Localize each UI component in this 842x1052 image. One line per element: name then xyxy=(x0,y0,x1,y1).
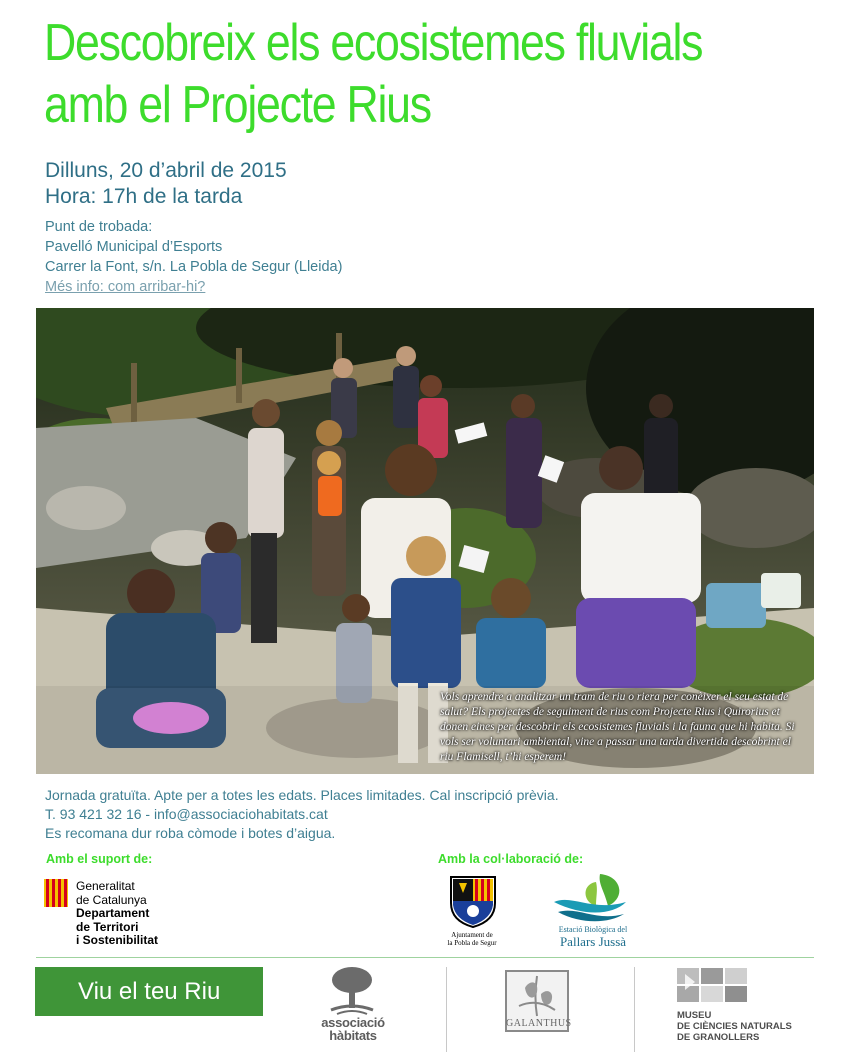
museu-logo-text xyxy=(677,1010,792,1043)
museu-line-1: MUSEU xyxy=(677,1010,712,1021)
habitats-tree-icon xyxy=(327,966,377,1016)
generalitat-flag-icon xyxy=(44,879,68,907)
gencat-line-1: Generalitat xyxy=(76,879,135,893)
poster-title xyxy=(44,12,723,136)
gencat-line-2: de Catalunya xyxy=(76,892,147,907)
meeting-address: Carrer la Font, s/n. La Pobla de Segur (Lleida) xyxy=(45,259,343,275)
footer-separator-1 xyxy=(446,967,447,1052)
info-line-clothing: Es recomana dur roba còmode i botes d’aigua. xyxy=(45,825,336,841)
pobla-de-segur-logo-text xyxy=(437,931,507,947)
museu-line-2: DE CIÈNCIES NATURALS xyxy=(677,1021,792,1032)
info-line-contact: T. 93 421 32 16 - info@associaciohabitats.cat xyxy=(45,806,328,822)
support-label: Amb el suport de: xyxy=(46,852,153,866)
info-line-free: Jornada gratuïta. Apte per a totes les edats. Places limitades. Cal inscripció prèvia. xyxy=(45,787,559,803)
generalitat-logo-text xyxy=(76,880,158,948)
photo-caption: Vols aprendre a analitzar un tram de riu o riera per conèixer el seu estat de salut? Els projectes de seguiment de rius com Projecte Rius i Quirorius et donen eines per descobrir els ecosistemes fluvials i la fauna que hi habita. Si vols ser voluntari ambiental, vine a passar una tarda divertida descobrint el riu Flamisell, t’hi esperem! xyxy=(440,691,795,763)
collaboration-label: Amb la col·laboració de: xyxy=(438,852,584,866)
galanthus-logo-text: GALANTHUS xyxy=(506,1018,572,1029)
estacio-biologica-logo-text xyxy=(548,925,638,949)
gencat-dept-line-2: de Territori xyxy=(76,919,139,934)
event-date: Dilluns, 20 d’abril de 2015 xyxy=(45,159,287,182)
footer-separator-2 xyxy=(634,967,635,1052)
footer-divider xyxy=(36,957,814,958)
title-line-1: Descobreix els ecosistemes fluvials xyxy=(44,14,703,72)
museu-ciencies-naturals-icon xyxy=(677,968,747,1002)
directions-link[interactable]: Més info: com arribar-hi? xyxy=(45,279,206,295)
habitats-logo-text xyxy=(307,1016,399,1042)
gencat-dept-line-1: Departament xyxy=(76,906,150,920)
gencat-dept-line-3: i Sostenibilitat xyxy=(76,933,159,947)
meeting-point-label: Punt de trobada: xyxy=(45,219,153,235)
meeting-place: Pavelló Municipal d’Esports xyxy=(45,239,223,255)
estacio-small-text: Estació Biològica del xyxy=(558,925,628,934)
viu-el-teu-riu-button[interactable]: Viu el teu Riu xyxy=(35,967,263,1016)
estacio-biologica-leaf-icon xyxy=(552,872,628,924)
habitats-line-1: associació xyxy=(321,1015,385,1030)
pobla-line-1: Ajuntament de xyxy=(451,931,493,939)
event-time: Hora: 17h de la tarda xyxy=(45,185,243,208)
habitats-line-2: hàbitats xyxy=(329,1028,377,1043)
museu-line-3: DE GRANOLLERS xyxy=(677,1032,760,1043)
estacio-large-text: Pallars Jussà xyxy=(559,934,627,949)
pobla-de-segur-crest-icon xyxy=(445,873,501,929)
title-line-2: amb el Projecte Rius xyxy=(44,76,431,134)
pobla-line-2: la Pobla de Segur xyxy=(447,939,497,947)
